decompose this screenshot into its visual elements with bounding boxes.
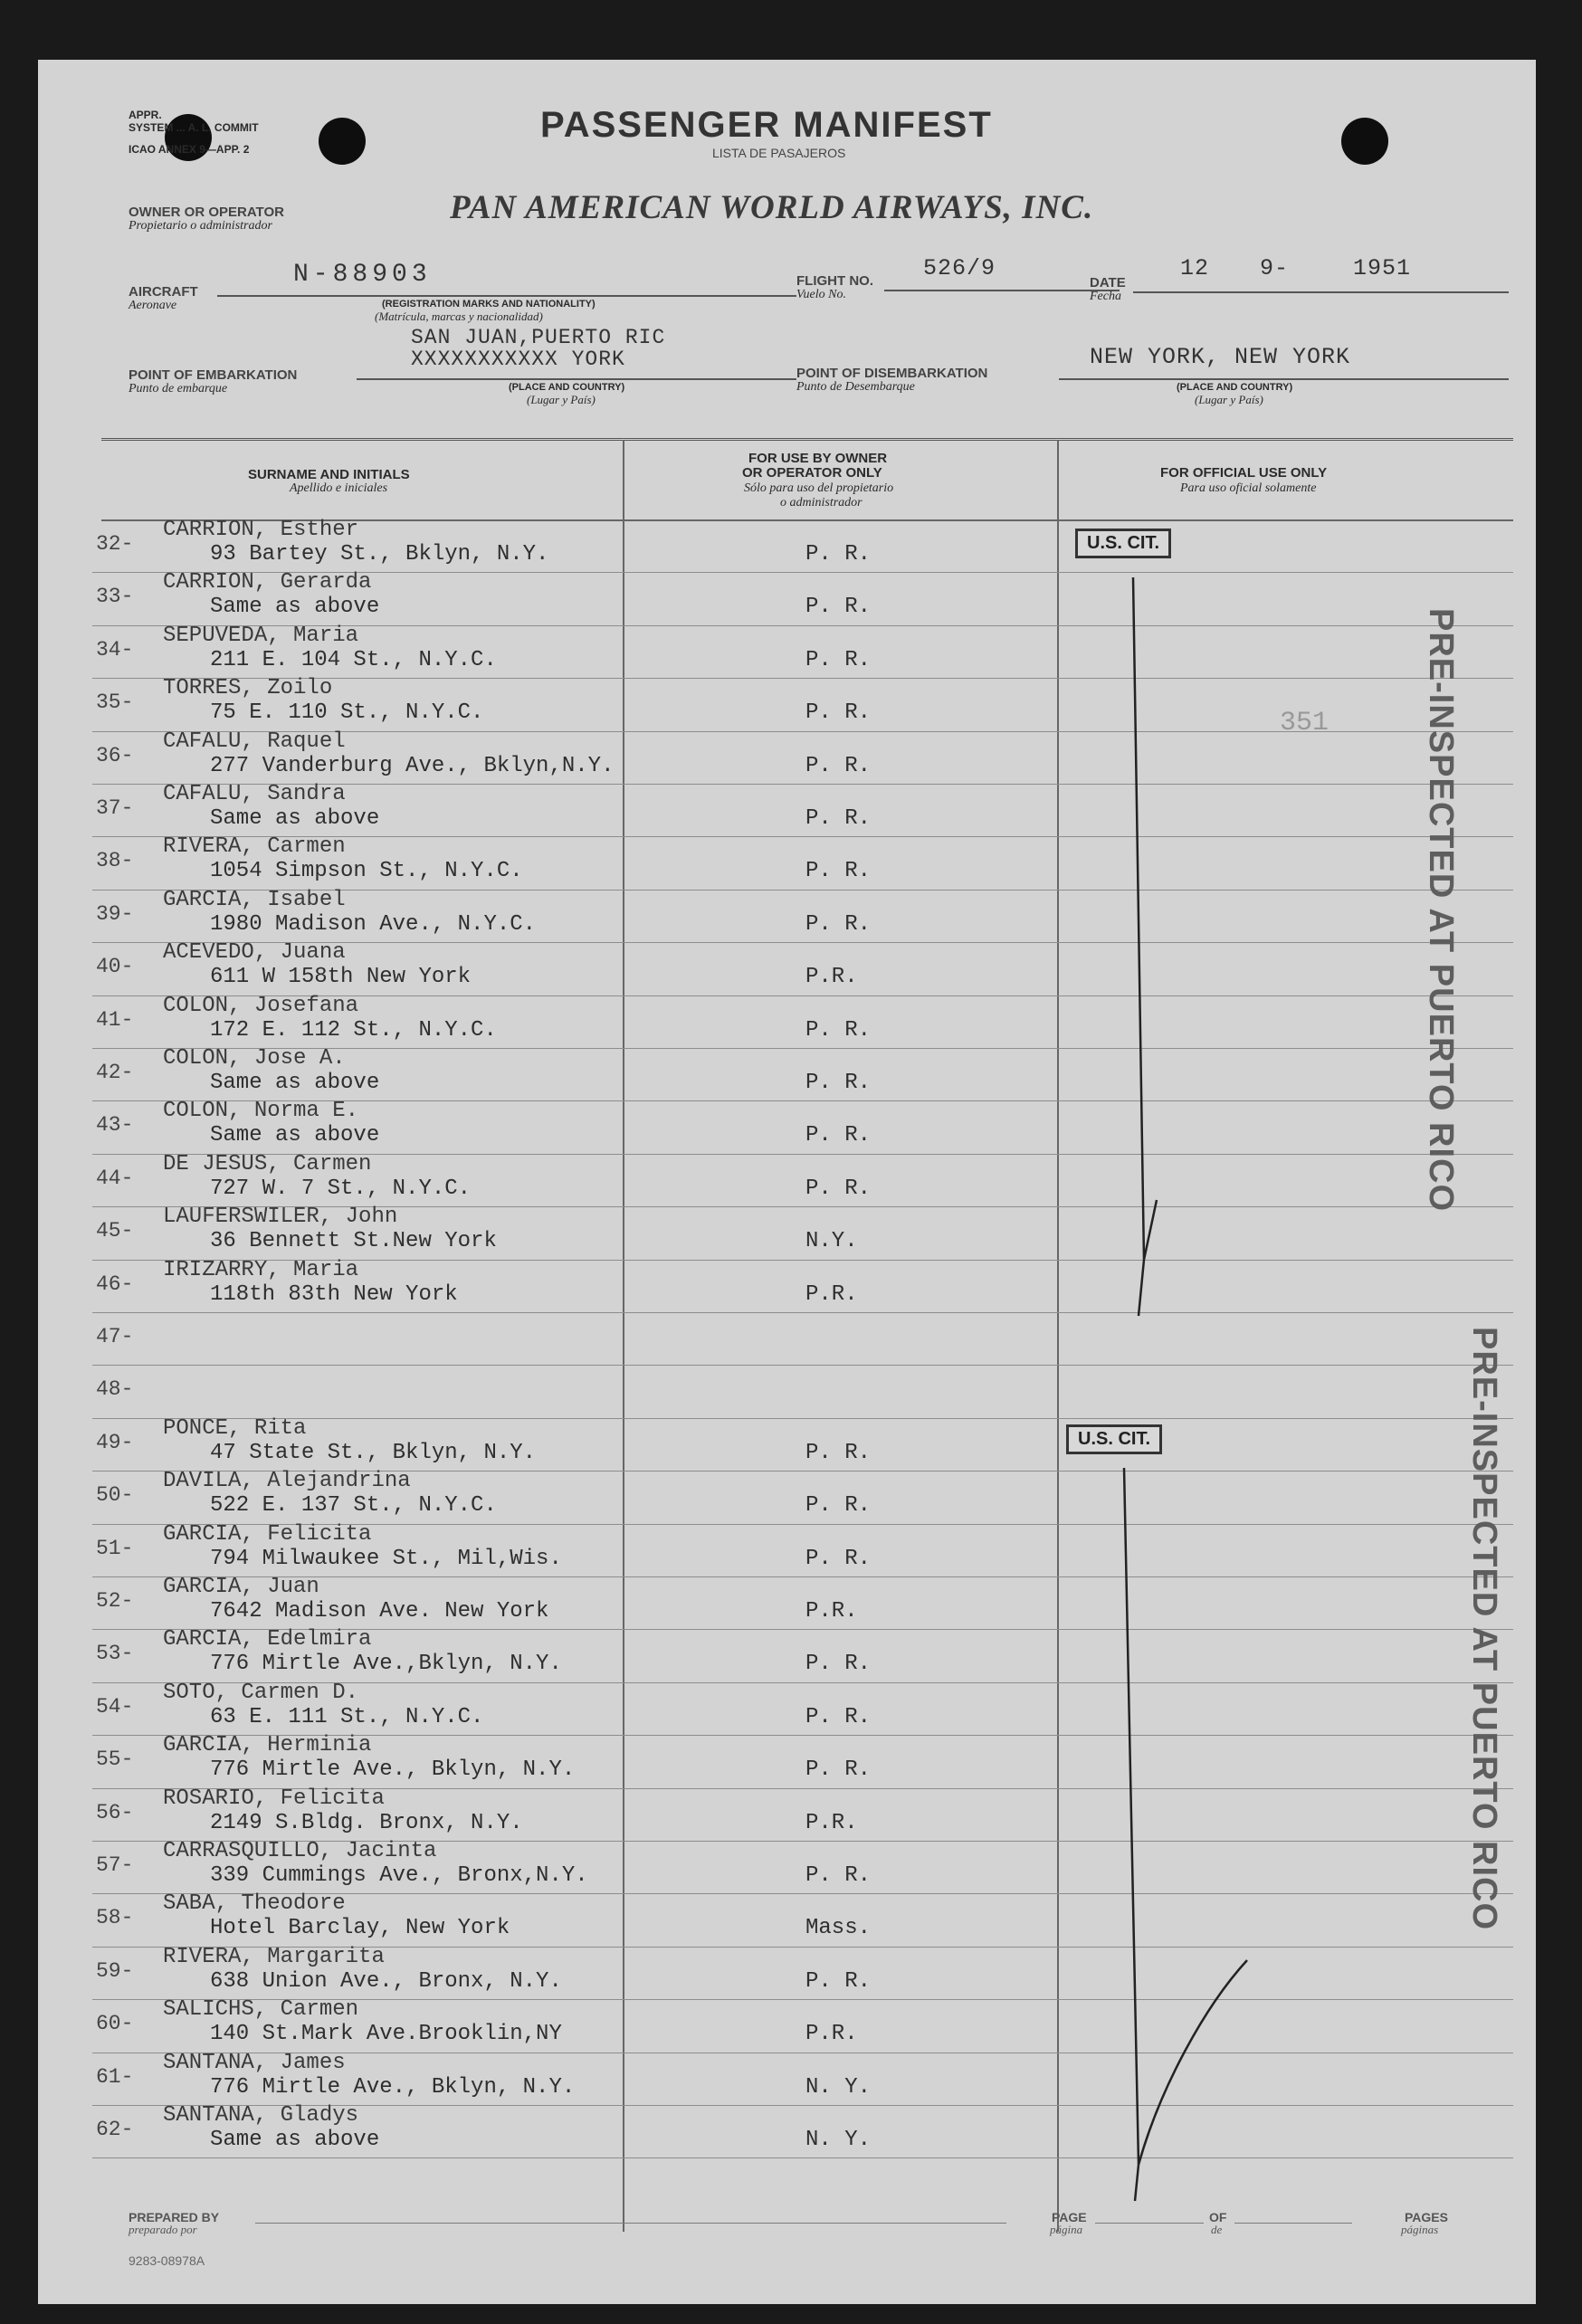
row-number: 38- xyxy=(96,849,134,873)
prepared-underline xyxy=(255,2223,1006,2224)
of-label-es: de xyxy=(1211,2223,1223,2236)
col-owner-header-es-2: o administrador xyxy=(780,496,862,510)
passenger-origin: P. R. xyxy=(805,911,872,937)
passenger-address: 727 W. 7 St., N.Y.C. xyxy=(210,1176,472,1201)
of-underline xyxy=(1234,2223,1352,2224)
row-number: 46- xyxy=(96,1272,134,1296)
passenger-origin: N. Y. xyxy=(805,2128,872,2152)
passenger-name: GARCIA, Edelmira xyxy=(163,1627,372,1653)
passenger-origin: P. R. xyxy=(805,1440,872,1465)
passenger-origin: P. R. xyxy=(805,1071,872,1095)
embark-place-note: (PLACE AND COUNTRY) xyxy=(509,382,625,393)
passenger-name: ACEVEDO, Juana xyxy=(163,940,346,966)
owner-name: PAN AMERICAN WORLD AIRWAYS, INC. xyxy=(450,189,1094,226)
row-number: 43- xyxy=(96,1113,134,1138)
row-number: 60- xyxy=(96,2012,134,2036)
passenger-origin: P.R. xyxy=(805,1281,858,1307)
col-owner-header-es-1: Sólo para uso del propietario xyxy=(744,481,894,495)
passenger-address: 140 St.Mark Ave.Brooklin,NY xyxy=(210,2022,562,2047)
row-number: 57- xyxy=(96,1853,134,1877)
passenger-origin: P. R. xyxy=(805,806,872,831)
pages-label-es: páginas xyxy=(1401,2223,1439,2236)
row-number: 56- xyxy=(96,1800,134,1824)
passenger-address: 2149 S.Bldg. Bronx, N.Y. xyxy=(210,1810,523,1835)
passenger-address: 776 Mirtle Ave.,Bklyn, N.Y. xyxy=(210,1652,562,1677)
row-number: 36- xyxy=(96,743,134,767)
passenger-address: 1980 Madison Ave., N.Y.C. xyxy=(210,911,537,937)
passenger-origin: P.R. xyxy=(805,1810,858,1835)
passenger-name: SANTANA, James xyxy=(163,2050,346,2075)
owner-label-es: Propietario o administrador xyxy=(129,219,272,233)
row-number: 51- xyxy=(96,1536,134,1560)
passenger-name: COLON, Josefana xyxy=(163,993,359,1018)
pre-inspected-stamp-1: PRE-INSPECTED AT PUERTO RICO xyxy=(1422,608,1460,1213)
row-number: 40- xyxy=(96,955,134,979)
passenger-address: 277 Vanderburg Ave., Bklyn,N.Y. xyxy=(210,753,615,778)
passenger-origin: P. R. xyxy=(805,700,872,726)
row-number: 34- xyxy=(96,637,134,662)
form-ref-2: SYSTEM ... A. L. COMMIT xyxy=(129,121,259,134)
page-title: PASSENGER MANIFEST xyxy=(540,105,993,145)
form-ref-3: ICAO ANNEX 9—APP. 2 xyxy=(129,143,250,156)
passenger-origin: P. R. xyxy=(805,859,872,884)
passenger-name: IRIZARRY, Maria xyxy=(163,1257,359,1282)
row-number: 42- xyxy=(96,1061,134,1084)
col-official-header-es: Para uso oficial solamente xyxy=(1180,481,1317,495)
passenger-name: DAVILA, Alejandrina xyxy=(163,1469,411,1494)
disembark-place: NEW YORK, NEW YORK xyxy=(1090,344,1351,370)
passenger-address: Same as above xyxy=(210,806,380,831)
passenger-name: GARCIA, Herminia xyxy=(163,1733,372,1758)
reg-note-es: (Matrícula, marcas y nacionalidad) xyxy=(375,310,543,323)
row-number: 55- xyxy=(96,1748,134,1772)
passenger-address: 794 Milwaukee St., Mil,Wis. xyxy=(210,1546,562,1571)
footer-code: 9283-08978A xyxy=(129,2253,205,2268)
passenger-address: Same as above xyxy=(210,1071,380,1095)
of-label: OF xyxy=(1209,2210,1227,2224)
page-label: PAGE xyxy=(1052,2210,1087,2224)
passenger-address: 75 E. 110 St., N.Y.C. xyxy=(210,700,484,726)
passenger-name: LAUFERSWILER, John xyxy=(163,1205,398,1230)
disembark-place-note-es: (Lugar y País) xyxy=(1195,393,1263,406)
date-label: DATE xyxy=(1090,275,1126,290)
passenger-name: SOTO, Carmen D. xyxy=(163,1680,359,1705)
passenger-origin: P. R. xyxy=(805,1017,872,1043)
passenger-address: 776 Mirtle Ave., Bklyn, N.Y. xyxy=(210,1757,576,1783)
row-number: 62- xyxy=(96,2118,134,2141)
pages-label: PAGES xyxy=(1405,2210,1448,2224)
passenger-name: GARCIA, Juan xyxy=(163,1575,319,1599)
row-number: 39- xyxy=(96,901,134,926)
passenger-name: CAFALU, Raquel xyxy=(163,729,346,754)
passenger-name: ROSARIO, Felicita xyxy=(163,1786,385,1811)
passenger-address: 172 E. 112 St., N.Y.C. xyxy=(210,1017,497,1043)
row-number: 37- xyxy=(96,796,134,820)
passenger-origin: P. R. xyxy=(805,1704,872,1729)
passenger-address: Hotel Barclay, New York xyxy=(210,1916,510,1941)
flight-no: 526/9 xyxy=(923,255,996,281)
row-number: 54- xyxy=(96,1694,134,1719)
passenger-name: TORRES, Zoilo xyxy=(163,676,333,701)
passenger-origin: P. R. xyxy=(805,542,872,567)
page-underline xyxy=(1095,2223,1204,2224)
embark-label-es: Punto de embarque xyxy=(129,382,228,395)
owner-label: OWNER OR OPERATOR xyxy=(129,205,284,220)
manifest-sheet xyxy=(38,60,1536,2304)
passenger-origin: P. R. xyxy=(805,595,872,620)
row-number: 61- xyxy=(96,2064,134,2089)
row-number: 49- xyxy=(96,1430,134,1454)
passenger-origin: N. Y. xyxy=(805,2074,872,2100)
col-surname-header-es: Apellido e iniciales xyxy=(290,481,388,495)
passenger-origin: P. R. xyxy=(805,1176,872,1201)
passenger-address: 611 W 158th New York xyxy=(210,965,472,990)
passenger-address: 36 Bennett St.New York xyxy=(210,1229,497,1254)
passenger-name: DE JESUS, Carmen xyxy=(163,1151,372,1176)
passenger-name: COLON, Jose A. xyxy=(163,1046,346,1071)
row-number: 45- xyxy=(96,1219,134,1243)
passenger-address: 63 E. 111 St., N.Y.C. xyxy=(210,1704,484,1729)
passenger-origin: P. R. xyxy=(805,1863,872,1888)
handwritten-check-marks xyxy=(38,60,1536,2304)
passenger-name: CAFALU, Sandra xyxy=(163,782,346,806)
passenger-name: SABA, Theodore xyxy=(163,1891,346,1917)
passenger-address: 211 E. 104 St., N.Y.C. xyxy=(210,647,497,672)
prepared-label: PREPARED BY xyxy=(129,2210,220,2224)
passenger-name: COLON, Norma E. xyxy=(163,1099,359,1124)
passenger-origin: P.R. xyxy=(805,1599,858,1624)
passenger-name: RIVERA, Carmen xyxy=(163,834,346,860)
col-surname-header: SURNAME AND INITIALS xyxy=(248,467,410,482)
passenger-name: SALICHS, Carmen xyxy=(163,1997,359,2023)
disembark-label: POINT OF DISEMBARKATION xyxy=(796,366,988,381)
passenger-address: 638 Union Ave., Bronx, N.Y. xyxy=(210,1968,562,1994)
row-number: 33- xyxy=(96,585,134,609)
row-number: 50- xyxy=(96,1483,134,1508)
passenger-address: Same as above xyxy=(210,1123,380,1148)
embark-place-note-es: (Lugar y País) xyxy=(527,393,596,406)
aircraft-label: AIRCRAFT xyxy=(129,284,198,300)
passenger-address: 7642 Madison Ave. New York xyxy=(210,1599,549,1624)
col-official-header: FOR OFFICIAL USE ONLY xyxy=(1160,465,1328,481)
passenger-name: GARCIA, Isabel xyxy=(163,887,346,912)
embark-place: SAN JUAN,PUERTO RIC xyxy=(411,326,666,349)
passenger-origin: P. R. xyxy=(805,1493,872,1519)
embark-struck: XXXXXXXXXXX YORK xyxy=(411,348,625,371)
passenger-origin: P. R. xyxy=(805,753,872,778)
mark-351: 351 xyxy=(1280,708,1329,738)
passenger-name: PONCE, Rita xyxy=(163,1415,307,1441)
us-cit-stamp-2: U.S. CIT. xyxy=(1066,1424,1162,1454)
aircraft-reg: N-88903 xyxy=(293,261,432,289)
passenger-address: Same as above xyxy=(210,2128,380,2152)
page-title-es: LISTA DE PASAJEROS xyxy=(712,146,846,160)
passenger-origin: P. R. xyxy=(805,647,872,672)
passenger-address: 522 E. 137 St., N.Y.C. xyxy=(210,1493,497,1519)
passenger-name: SEPUVEDA, Maria xyxy=(163,623,359,648)
row-number: 44- xyxy=(96,1166,134,1190)
row-number: 32- xyxy=(96,532,134,556)
passenger-name: CARRION, Esther xyxy=(163,518,359,542)
aircraft-label-es: Aeronave xyxy=(129,299,177,312)
passenger-origin: P.R. xyxy=(805,2022,858,2047)
passenger-address: 118th 83th New York xyxy=(210,1281,458,1307)
row-number: 52- xyxy=(96,1589,134,1613)
passenger-name: CARRASQUILLO, Jacinta xyxy=(163,1839,437,1863)
col-owner-header-1: FOR USE BY OWNER xyxy=(748,451,888,466)
passenger-origin: P. R. xyxy=(805,1546,872,1571)
passenger-address: 339 Cummings Ave., Bronx,N.Y. xyxy=(210,1863,588,1888)
passenger-origin: N.Y. xyxy=(805,1229,858,1254)
flight-label-es: Vuelo No. xyxy=(796,288,846,301)
date-year: 1951 xyxy=(1353,255,1412,281)
prepared-label-es: preparado por xyxy=(129,2223,197,2236)
col-owner-header-2: OR OPERATOR ONLY xyxy=(742,465,882,481)
us-cit-stamp-1: U.S. CIT. xyxy=(1075,529,1171,558)
passenger-origin: P. R. xyxy=(805,1652,872,1677)
page-label-es: página xyxy=(1050,2223,1083,2236)
passenger-origin: P.R. xyxy=(805,965,858,990)
passenger-origin: Mass. xyxy=(805,1916,872,1941)
row-number: 35- xyxy=(96,691,134,715)
passenger-address: 1054 Simpson St., N.Y.C. xyxy=(210,859,523,884)
passenger-name: SANTANA, Gladys xyxy=(163,2103,359,2128)
passenger-address: 47 State St., Bklyn, N.Y. xyxy=(210,1440,537,1465)
disembark-label-es: Punto de Desembarque xyxy=(796,380,915,394)
passenger-name: RIVERA, Margarita xyxy=(163,1944,385,1969)
passenger-address: Same as above xyxy=(210,595,380,620)
passenger-name: CARRION, Gerarda xyxy=(163,570,372,595)
row-number: 48- xyxy=(96,1377,134,1402)
date-label-es: Fecha xyxy=(1090,290,1121,303)
flight-label: FLIGHT NO. xyxy=(796,273,873,289)
row-number: 47- xyxy=(96,1325,134,1348)
row-number: 41- xyxy=(96,1007,134,1032)
form-ref-1: APPR. xyxy=(129,109,162,121)
passenger-name: GARCIA, Felicita xyxy=(163,1521,372,1547)
passenger-address: 776 Mirtle Ave., Bklyn, N.Y. xyxy=(210,2074,576,2100)
reg-note: (REGISTRATION MARKS AND NATIONALITY) xyxy=(382,299,596,310)
row-number: 58- xyxy=(96,1906,134,1930)
check-line-2 xyxy=(1124,1468,1247,2201)
row-number: 59- xyxy=(96,1958,134,1983)
date-day: 12 xyxy=(1180,255,1210,281)
row-number: 53- xyxy=(96,1642,134,1666)
passenger-address: 93 Bartey St., Bklyn, N.Y. xyxy=(210,542,549,567)
check-line-1 xyxy=(1133,577,1157,1316)
embark-label: POINT OF EMBARKATION xyxy=(129,367,298,383)
passenger-origin: P. R. xyxy=(805,1968,872,1994)
passenger-origin: P. R. xyxy=(805,1123,872,1148)
date-month: 9- xyxy=(1260,255,1290,281)
pre-inspected-stamp-2: PRE-INSPECTED AT PUERTO RICO xyxy=(1465,1327,1503,1931)
passenger-origin: P. R. xyxy=(805,1757,872,1783)
disembark-place-note: (PLACE AND COUNTRY) xyxy=(1177,382,1293,393)
